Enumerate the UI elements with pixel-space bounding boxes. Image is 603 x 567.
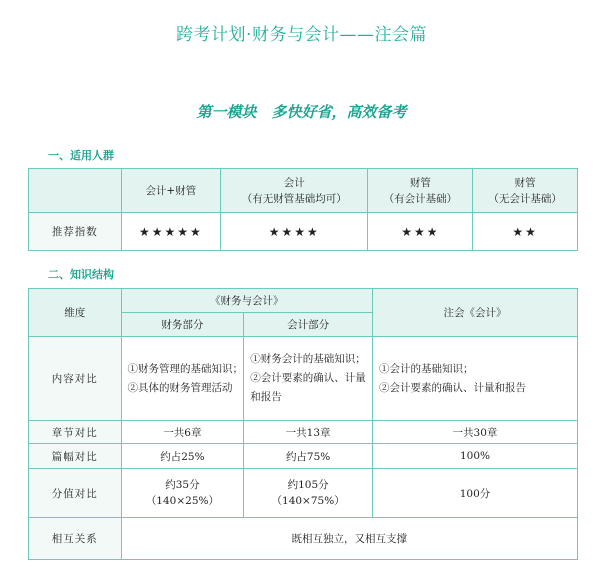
header-finance-part: 财务部分 (121, 313, 244, 337)
row-label-recommend: 推荐指数 (29, 213, 122, 251)
module-heading: 第一模块 多快好省，高效备考 (196, 103, 407, 121)
content-cpa (372, 337, 577, 421)
header-empty (29, 169, 122, 213)
row-label-relation: 相互关系 (29, 518, 122, 560)
header-note: （无会计基础） (488, 192, 562, 205)
content-line: ②会计要素的确认、计量和报告 (250, 372, 366, 403)
content-line: ②具体的财务管理活动 (127, 381, 233, 394)
header-acc-fin (121, 169, 220, 213)
structure-table (28, 288, 578, 560)
star-rating: ★★ (473, 213, 578, 251)
star-rating: ★★★★★ (121, 213, 220, 251)
score-value: 约35分 (165, 479, 200, 491)
section-heading-structure: 二、知识结构 (48, 268, 114, 281)
header-fin-with-acc (368, 169, 473, 213)
header-dimension: 维度 (29, 289, 122, 337)
header-note: （有会计基础） (383, 192, 458, 205)
header-label: 会计 (283, 176, 305, 189)
length-cpa: 100% (372, 444, 577, 469)
score-accounting (244, 469, 373, 518)
header-fin-acc-group: 《财务与会计》 (121, 289, 372, 313)
row-label-content: 内容对比 (29, 337, 122, 421)
score-formula: （140×25%） (145, 495, 219, 507)
length-accounting: 约占75% (244, 444, 373, 469)
page-title: 跨考计划·财务与会计——注会篇 (176, 25, 427, 45)
header-label: 会计+财管 (145, 185, 197, 197)
chapter-finance: 一共6章 (121, 421, 244, 444)
header-note: （有无财管基础均可） (241, 192, 347, 205)
row-label-chapter: 章节对比 (29, 421, 122, 444)
length-finance: 约占25% (121, 444, 244, 469)
content-accounting (244, 337, 373, 421)
chapter-cpa: 一共30章 (372, 421, 577, 444)
score-formula: （140×75%） (271, 495, 345, 507)
relation-text: 既相互独立，又相互支撑 (121, 518, 577, 560)
row-label-score: 分值对比 (29, 469, 122, 518)
score-value: 约105分 (287, 479, 329, 491)
header-fin-no-acc (473, 169, 578, 213)
header-label: 财管 (514, 176, 536, 189)
header-accounting-part: 会计部分 (244, 313, 373, 337)
audience-table (28, 168, 578, 251)
header-label: 财管 (409, 176, 431, 189)
content-finance (121, 337, 244, 421)
chapter-accounting: 一共13章 (244, 421, 373, 444)
content-line: ②会计要素的确认、计量和报告 (378, 381, 526, 394)
content-line: ①会计的基础知识； (378, 362, 474, 375)
content-line: ①财务管理的基础知识； (127, 362, 244, 375)
star-rating: ★★★ (368, 213, 473, 251)
section-heading-audience: 一、适用人群 (48, 149, 114, 162)
header-cpa-accounting: 注会《会计》 (372, 289, 577, 337)
star-rating: ★★★★ (221, 213, 368, 251)
score-finance (121, 469, 244, 518)
score-cpa: 100分 (372, 469, 577, 518)
content-line: ①财务会计的基础知识； (250, 353, 366, 365)
row-label-length: 篇幅对比 (29, 444, 122, 469)
header-acc (221, 169, 368, 213)
